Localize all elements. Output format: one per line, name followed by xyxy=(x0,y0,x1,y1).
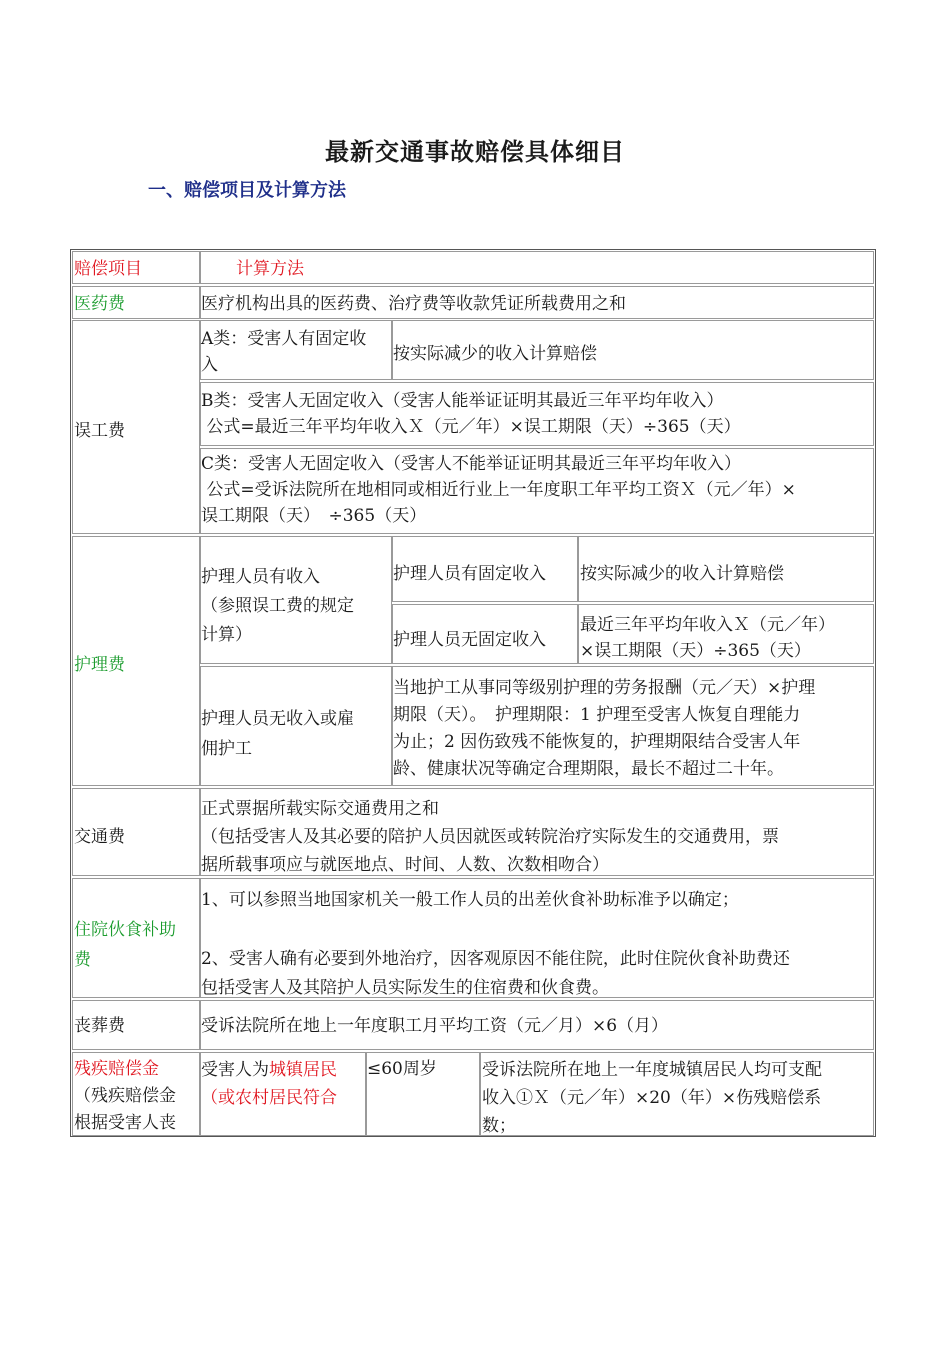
document-title: 最新交通事故赔偿具体细目 xyxy=(325,137,625,166)
funeral-label: 丧葬费 xyxy=(74,1016,125,1036)
disability-condition: 受害人为城镇居民 （或农村居民符合 xyxy=(201,1060,337,1108)
nursing-fixed-label: 护理人员有固定收入 xyxy=(393,564,546,584)
lost-wages-a-text: A类：受害人有固定收 入 xyxy=(201,329,367,375)
lost-wages-c-text: C类：受害人无固定收入（受害人不能举证证明其最近三年平均年收入） 公式=受诉法院所在地相同或相近行业上一年度职工年平均工资Ｘ（元／年）× 误工期限（天） ÷365（天） xyxy=(201,454,796,526)
disability-label: 残疾赔偿金 （残疾赔偿金 根据受害人丧 xyxy=(74,1059,176,1133)
nursing-no-income-text: 护理人员无收入或雇 佣护工 xyxy=(201,709,354,759)
nursing-label: 护理费 xyxy=(74,655,125,675)
section-heading: 一、赔偿项目及计算方法 xyxy=(148,180,346,201)
nursing-no-income-method: 当地护工从事同等级别护理的劳务报酬（元／天）×护理 期限（天）。 护理期限：1 护理至受害人恢复自理能力 为止；2 因伤致残不能恢复的，护理期限结合受害人年 龄、健康状况等确定合理期限，最长不超过二十年。 xyxy=(393,678,816,779)
medical-method: 医疗机构出具的医药费、治疗费等收款凭证所载费用之和 xyxy=(201,294,626,314)
meal-allowance-label: 住院伙食补助 费 xyxy=(74,920,176,970)
funeral-method: 受诉法院所在地上一年度职工月平均工资（元／月）×6（月） xyxy=(201,1016,669,1036)
meal-allowance-lines: 2、受害人确有必要到外地治疗，因客观原因不能住院，此时住院伙食补助费还 包括受害人及其陪护人员实际发生的住宿费和伙食费。 xyxy=(201,949,790,998)
nursing-fixed-method: 按实际减少的收入计算赔偿 xyxy=(580,564,784,584)
header-item-label: 赔偿项目 xyxy=(74,259,142,279)
disability-age: ≤60周岁 xyxy=(367,1059,437,1079)
nursing-with-income-text: 护理人员有收入 （参照误工费的规定 计算） xyxy=(201,567,354,645)
header-method-label: 计算方法 xyxy=(236,259,304,279)
nursing-nonfixed-label: 护理人员无固定收入 xyxy=(393,630,546,650)
lost-wages-label: 误工费 xyxy=(74,421,125,441)
meal-allowance-line1: 1、可以参照当地国家机关一般工作人员的出差伙食补助标准予以确定； xyxy=(201,890,739,910)
transport-label: 交通费 xyxy=(74,827,125,847)
lost-wages-b-text: B类：受害人无固定收入（受害人能举证证明其最近三年平均年收入） 公式=最近三年平均年收入Ｘ（元／年）×误工期限（天）÷365（天） xyxy=(201,391,741,437)
transport-method: 正式票据所载实际交通费用之和 （包括受害人及其必要的陪护人员因就医或转院治疗实际发生的交通费用，票 据所载事项应与就医地点、时间、人数、次数相吻合） xyxy=(201,799,779,875)
lost-wages-a-method: 按实际减少的收入计算赔偿 xyxy=(393,344,597,364)
nursing-nonfixed-method: 最近三年平均年收入Ｘ（元／年） ×误工期限（天）÷365（天） xyxy=(580,615,835,661)
disability-method: 受诉法院所在地上一年度城镇居民人均可支配 收入①Ｘ（元／年）×20（年）×伤残赔偿系 数； xyxy=(482,1060,822,1136)
medical-label: 医药费 xyxy=(74,294,125,314)
